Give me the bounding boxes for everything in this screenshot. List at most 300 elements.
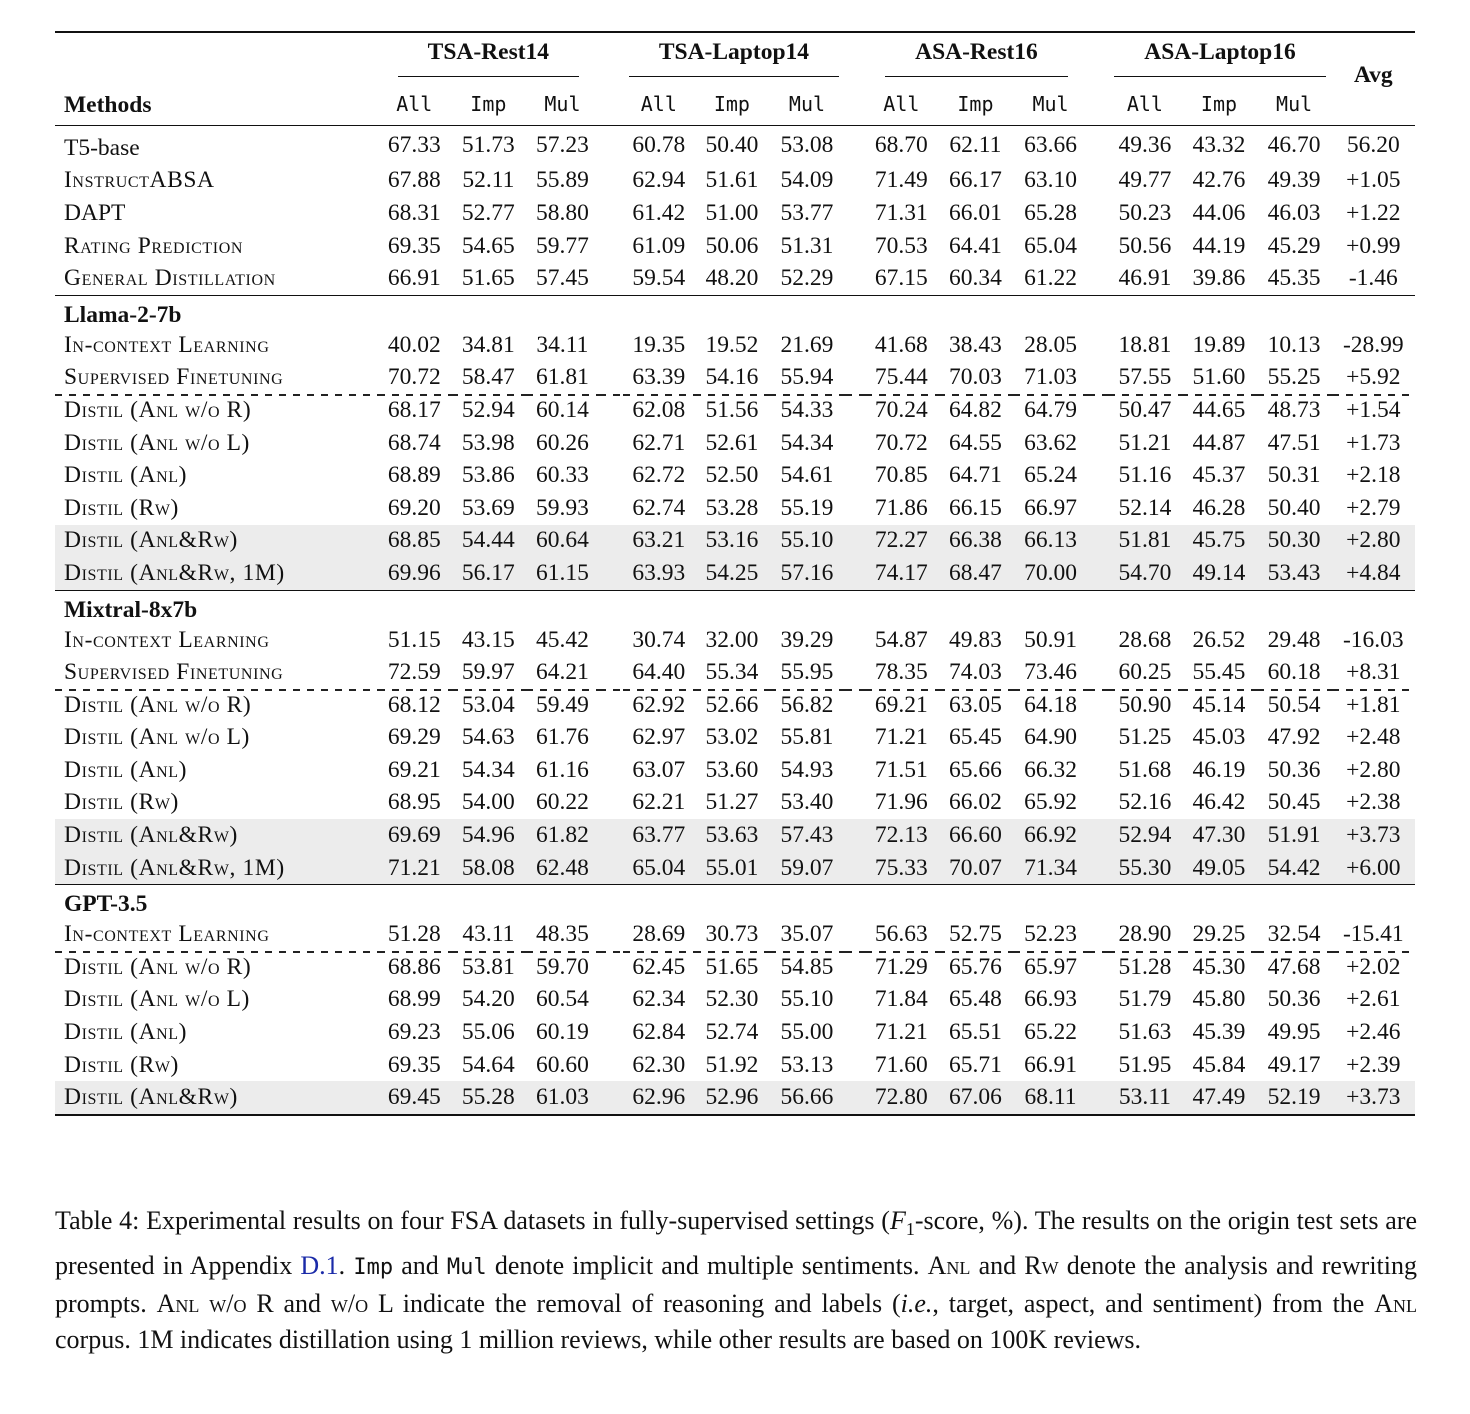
score-cell: 52.77 [461, 199, 515, 226]
score-cell: 45.30 [1181, 951, 1256, 984]
subcol-mul: Mul [1032, 92, 1069, 116]
score-cell: 53.11 [1108, 1081, 1181, 1115]
score-cell: 64.82 [938, 394, 1013, 427]
score-cell: 53.40 [780, 789, 834, 816]
avg-header: Avg [1353, 61, 1393, 88]
score-cell: 49.77 [1118, 167, 1172, 194]
score-cell: 54.34 [461, 756, 515, 783]
score-cell: 66.97 [1024, 494, 1077, 521]
method-name: T5-base [55, 126, 378, 165]
score-cell: 53.28 [705, 494, 759, 521]
score-cell: 53.81 [451, 951, 526, 984]
score-cell: 54.09 [780, 167, 834, 194]
score-cell: 44.19 [1192, 232, 1246, 259]
score-cell: 46.91 [1118, 265, 1172, 292]
score-cell: 54.65 [461, 232, 515, 259]
avg-cell: +1.73 [1346, 429, 1401, 456]
score-cell: 72.59 [387, 659, 441, 686]
method-name: Supervised Finetuning [64, 364, 284, 391]
score-cell: 55.34 [705, 659, 759, 686]
section-title: Mixtral-8x7b [55, 590, 1415, 624]
score-cell: 59.70 [526, 951, 599, 984]
score-cell: 63.66 [1013, 126, 1088, 165]
avg-cell: +2.18 [1346, 462, 1401, 489]
score-cell: 54.33 [769, 394, 844, 427]
score-cell: 68.47 [938, 557, 1013, 590]
table-row [55, 689, 1415, 722]
score-cell: 69.21 [865, 689, 938, 722]
avg-cell: +2.79 [1346, 494, 1401, 521]
score-cell: 55.10 [780, 986, 834, 1013]
score-cell: 19.35 [632, 331, 686, 358]
avg-cell: +2.80 [1332, 525, 1415, 558]
score-cell: 51.27 [705, 789, 759, 816]
score-cell: 64.79 [1013, 394, 1088, 427]
score-cell: 52.11 [462, 167, 515, 194]
score-cell: 45.42 [535, 626, 589, 653]
score-cell: 58.47 [461, 364, 515, 391]
method-name: Supervised Finetuning [64, 659, 284, 686]
score-cell: 51.63 [1118, 1019, 1172, 1046]
score-cell: 54.64 [461, 1051, 515, 1078]
method-name: Distil (Anl&Rw, 1M) [55, 852, 378, 885]
subcol-all: All [396, 92, 433, 116]
subcol-mul: Mul [544, 92, 581, 116]
appendix-link[interactable]: D.1 [300, 1250, 339, 1280]
results-table [55, 31, 1415, 1116]
score-cell: 18.81 [1118, 331, 1172, 358]
score-cell: 63.39 [632, 364, 686, 391]
section-title-row [55, 590, 1415, 624]
score-cell: 52.50 [705, 462, 759, 489]
method-name: Distil (Rw) [64, 494, 179, 521]
score-cell: 59.07 [769, 852, 844, 885]
table-row [55, 819, 1415, 852]
score-cell: 29.25 [1192, 921, 1246, 948]
score-cell: 49.39 [1267, 167, 1321, 194]
score-cell: 67.06 [938, 1081, 1013, 1115]
avg-cell: 56.20 [1332, 126, 1415, 165]
score-cell: 49.05 [1181, 852, 1256, 885]
score-cell: 50.90 [1108, 689, 1181, 722]
method-name: Distil (Anl w/o L) [64, 724, 250, 751]
score-cell: 65.04 [1024, 232, 1077, 259]
score-cell: 68.70 [865, 126, 938, 165]
score-cell: 69.69 [378, 819, 451, 852]
score-cell: 63.05 [938, 689, 1013, 722]
score-cell: 61.22 [1024, 265, 1077, 292]
score-cell: 63.07 [632, 756, 686, 783]
score-cell: 64.90 [1024, 724, 1077, 751]
score-cell: 45.37 [1192, 462, 1246, 489]
score-cell: 50.36 [1267, 986, 1321, 1013]
score-cell: 62.71 [632, 429, 686, 456]
score-cell: 62.72 [632, 462, 686, 489]
table-row [55, 362, 1415, 395]
score-cell: 54.44 [451, 525, 526, 558]
score-cell: 56.82 [769, 689, 844, 722]
avg-cell: +2.02 [1332, 951, 1415, 984]
score-cell: 59.54 [632, 265, 686, 292]
table-row [55, 459, 1415, 492]
score-cell: 52.19 [1257, 1081, 1332, 1115]
score-cell: 66.01 [949, 199, 1002, 226]
score-cell: 58.80 [535, 199, 589, 226]
score-cell: 55.28 [451, 1081, 526, 1115]
score-cell: 55.19 [780, 494, 834, 521]
score-cell: 42.76 [1192, 167, 1246, 194]
score-cell: 70.53 [874, 232, 928, 259]
score-cell: 70.07 [938, 852, 1013, 885]
score-cell: 50.23 [1118, 199, 1172, 226]
score-cell: 73.46 [1024, 659, 1077, 686]
score-cell: 54.87 [874, 626, 928, 653]
score-cell: 72.27 [865, 525, 938, 558]
score-cell: 65.51 [949, 1019, 1002, 1046]
score-cell: 55.01 [694, 852, 769, 885]
score-cell: 70.72 [387, 364, 441, 391]
score-cell: 71.60 [874, 1051, 928, 1078]
score-cell: 62.34 [632, 986, 686, 1013]
score-cell: 50.40 [694, 126, 769, 165]
score-cell: 54.00 [461, 789, 515, 816]
score-cell: 68.11 [1013, 1081, 1088, 1115]
score-cell: 45.39 [1192, 1019, 1246, 1046]
score-cell: 47.68 [1257, 951, 1332, 984]
method-name: Distil (Anl&Rw) [55, 1081, 378, 1115]
avg-cell: +2.61 [1346, 986, 1401, 1013]
score-cell: 51.60 [1192, 364, 1246, 391]
score-cell: 70.03 [949, 364, 1002, 391]
method-name: Distil (Anl w/o R) [55, 951, 378, 984]
score-cell: 51.79 [1118, 986, 1172, 1013]
score-cell: 55.89 [535, 167, 589, 194]
score-cell: 60.34 [949, 265, 1002, 292]
method-name: Rating Prediction [64, 232, 244, 259]
score-cell: 66.32 [1024, 756, 1077, 783]
score-cell: 51.65 [694, 951, 769, 984]
score-cell: 60.60 [535, 1051, 589, 1078]
score-cell: 60.33 [535, 462, 589, 489]
avg-cell: +2.80 [1346, 756, 1401, 783]
score-cell: 75.33 [865, 852, 938, 885]
score-cell: 50.06 [705, 232, 759, 259]
score-cell: 68.31 [387, 199, 441, 226]
score-cell: 69.35 [387, 232, 441, 259]
score-cell: 55.10 [769, 525, 844, 558]
score-cell: 53.63 [694, 819, 769, 852]
score-cell: 49.83 [949, 626, 1002, 653]
subcol-imp: Imp [957, 92, 994, 116]
score-cell: 56.17 [451, 557, 526, 590]
score-cell: 61.16 [535, 756, 589, 783]
score-cell: 21.69 [780, 331, 834, 358]
subcol-mul: Mul [788, 92, 826, 116]
score-cell: 67.15 [874, 265, 928, 292]
score-cell: 52.23 [1024, 921, 1077, 948]
method-name: Distil (Anl&Rw) [55, 819, 378, 852]
score-cell: 71.96 [874, 789, 928, 816]
score-cell: 52.94 [1108, 819, 1181, 852]
score-cell: 32.00 [705, 626, 759, 653]
score-cell: 59.97 [461, 659, 515, 686]
score-cell: 40.02 [387, 331, 441, 358]
score-cell: 52.74 [705, 1019, 759, 1046]
score-cell: 46.70 [1257, 126, 1332, 165]
score-cell: 53.86 [461, 462, 515, 489]
score-cell: 29.48 [1267, 626, 1321, 653]
table-row [55, 165, 1415, 198]
score-cell: 60.26 [535, 429, 589, 456]
method-name: Distil (Rw) [64, 1051, 179, 1078]
score-cell: 68.17 [378, 394, 451, 427]
avg-cell: +4.84 [1332, 557, 1415, 590]
score-cell: 53.16 [694, 525, 769, 558]
score-cell: 71.84 [874, 986, 928, 1013]
score-cell: 56.63 [874, 921, 928, 948]
score-cell: 52.16 [1118, 789, 1172, 816]
score-cell: 19.52 [705, 331, 759, 358]
table-row [55, 1049, 1415, 1082]
score-cell: 63.93 [623, 557, 694, 590]
table-row [55, 557, 1415, 590]
score-cell: 34.11 [536, 331, 589, 358]
score-cell: 48.73 [1257, 394, 1332, 427]
score-cell: 55.45 [1192, 659, 1246, 686]
score-cell: 61.03 [526, 1081, 599, 1115]
score-cell: 54.34 [780, 429, 834, 456]
score-cell: 68.85 [378, 525, 451, 558]
score-cell: 62.96 [623, 1081, 694, 1115]
score-cell: 44.65 [1181, 394, 1256, 427]
group-header-tsa-laptop14: TSA-Laptop14 [623, 31, 844, 83]
score-cell: 53.77 [780, 199, 834, 226]
score-cell: 66.91 [1024, 1051, 1077, 1078]
score-cell: 45.29 [1267, 232, 1321, 259]
method-name: In-context Learning [64, 921, 270, 948]
score-cell: 75.44 [874, 364, 928, 391]
score-cell: 71.21 [378, 852, 451, 885]
table-row [55, 230, 1415, 263]
score-cell: 69.29 [387, 724, 441, 751]
score-cell: 69.96 [378, 557, 451, 590]
score-cell: 53.02 [705, 724, 759, 751]
score-cell: 46.42 [1192, 789, 1246, 816]
score-cell: 69.35 [387, 1051, 441, 1078]
avg-cell: +0.99 [1346, 232, 1401, 259]
subcol-mul: Mul [1276, 92, 1313, 116]
score-cell: 52.61 [705, 429, 759, 456]
score-cell: 65.04 [623, 852, 694, 885]
avg-cell: -28.99 [1342, 331, 1404, 358]
score-cell: 66.92 [1013, 819, 1088, 852]
score-cell: 52.29 [780, 265, 834, 292]
score-cell: 53.08 [769, 126, 844, 165]
score-cell: 71.31 [874, 199, 928, 226]
table-row [55, 394, 1415, 427]
score-cell: 62.11 [938, 126, 1013, 165]
score-cell: 52.66 [694, 689, 769, 722]
score-cell: 65.76 [938, 951, 1013, 984]
avg-cell: +2.46 [1346, 1019, 1401, 1046]
score-cell: 70.24 [865, 394, 938, 427]
avg-cell: -15.41 [1342, 921, 1404, 948]
score-cell: 62.08 [623, 394, 694, 427]
method-name: In-context Learning [64, 626, 270, 653]
score-cell: 62.94 [632, 167, 686, 194]
method-name: InstructABSA [64, 167, 215, 194]
score-cell: 47.30 [1181, 819, 1256, 852]
score-cell: 45.80 [1192, 986, 1246, 1013]
score-cell: 55.94 [780, 364, 834, 391]
score-cell: 70.00 [1013, 557, 1088, 590]
method-name: Distil (Anl w/o L) [64, 429, 250, 456]
score-cell: 38.43 [949, 331, 1002, 358]
avg-cell: +1.81 [1332, 689, 1415, 722]
score-cell: 51.00 [705, 199, 759, 226]
section-title: GPT-3.5 [55, 885, 1415, 919]
avg-cell: +2.39 [1346, 1051, 1401, 1078]
table-row [55, 1016, 1415, 1049]
score-cell: 65.66 [949, 756, 1002, 783]
score-cell: 35.07 [780, 921, 834, 948]
score-cell: 65.45 [949, 724, 1002, 751]
score-cell: 54.63 [461, 724, 515, 751]
score-cell: 66.02 [949, 789, 1002, 816]
score-cell: 71.49 [874, 167, 928, 194]
table-row [55, 525, 1415, 558]
score-cell: 65.22 [1024, 1019, 1077, 1046]
score-cell: 49.17 [1267, 1051, 1321, 1078]
method-name: Distil (Rw) [64, 789, 179, 816]
score-cell: 52.96 [694, 1081, 769, 1115]
score-cell: 61.76 [535, 724, 589, 751]
score-cell: 57.43 [769, 819, 844, 852]
score-cell: 69.20 [387, 494, 441, 521]
score-cell: 65.71 [949, 1051, 1002, 1078]
score-cell: 53.69 [461, 494, 515, 521]
score-cell: 50.30 [1257, 525, 1332, 558]
score-cell: 65.28 [1024, 199, 1077, 226]
method-name: General Distillation [64, 265, 276, 292]
score-cell: 67.33 [378, 126, 451, 165]
table-body [55, 126, 1415, 1116]
score-cell: 71.21 [874, 724, 928, 751]
score-cell: 51.68 [1118, 756, 1172, 783]
score-cell: 51.95 [1118, 1051, 1172, 1078]
score-cell: 65.48 [949, 986, 1002, 1013]
score-cell: 71.86 [874, 494, 928, 521]
score-cell: 69.23 [387, 1019, 441, 1046]
method-name: Distil (Anl) [64, 756, 188, 783]
score-cell: 61.81 [535, 364, 589, 391]
score-cell: 60.14 [526, 394, 599, 427]
score-cell: 57.23 [526, 126, 599, 165]
score-cell: 19.89 [1192, 331, 1246, 358]
score-cell: 74.03 [949, 659, 1002, 686]
score-cell: 52.94 [451, 394, 526, 427]
method-name: Distil (Anl) [64, 462, 188, 489]
table-row [55, 329, 1415, 362]
score-cell: 48.20 [705, 265, 759, 292]
score-cell: 43.11 [462, 921, 515, 948]
score-cell: 62.21 [632, 789, 686, 816]
subcol-imp: Imp [713, 92, 750, 116]
method-name: Distil (Anl w/o L) [64, 986, 250, 1013]
score-cell: 51.92 [705, 1051, 759, 1078]
score-cell: 43.32 [1181, 126, 1256, 165]
method-name: Distil (Anl&Rw) [55, 525, 378, 558]
table-row [55, 1081, 1415, 1115]
score-cell: 50.31 [1267, 462, 1321, 489]
table-row [55, 197, 1415, 230]
score-cell: 55.06 [461, 1019, 515, 1046]
avg-cell: -16.03 [1342, 626, 1404, 653]
score-cell: 41.68 [874, 331, 928, 358]
score-cell: 60.25 [1118, 659, 1172, 686]
score-cell: 57.55 [1118, 364, 1172, 391]
score-cell: 39.29 [780, 626, 834, 653]
score-cell: 62.97 [632, 724, 686, 751]
score-cell: 52.30 [705, 986, 759, 1013]
score-cell: 74.17 [865, 557, 938, 590]
score-cell: 69.21 [387, 756, 441, 783]
score-cell: 60.78 [623, 126, 694, 165]
score-cell: 54.16 [705, 364, 759, 391]
score-cell: 64.41 [949, 232, 1002, 259]
score-cell: 45.14 [1181, 689, 1256, 722]
table-row [55, 787, 1415, 820]
score-cell: 52.75 [949, 921, 1002, 948]
method-name: Distil (Anl w/o R) [55, 689, 378, 722]
avg-cell: +3.73 [1332, 819, 1415, 852]
score-cell: 66.17 [949, 167, 1002, 194]
table-row [55, 624, 1415, 657]
score-cell: 61.82 [526, 819, 599, 852]
subcol-all: All [1126, 92, 1163, 116]
score-cell: 59.77 [535, 232, 589, 259]
score-cell: 51.56 [694, 394, 769, 427]
score-cell: 55.30 [1108, 852, 1181, 885]
table-row [55, 656, 1415, 689]
subcol-imp: Imp [1200, 92, 1238, 116]
score-cell: 71.29 [865, 951, 938, 984]
table-row [55, 984, 1415, 1017]
score-cell: 54.85 [769, 951, 844, 984]
score-cell: 66.15 [949, 494, 1002, 521]
score-cell: 30.74 [632, 626, 686, 653]
score-cell: 66.91 [387, 265, 441, 292]
score-cell: 62.74 [632, 494, 686, 521]
score-cell: 58.08 [451, 852, 526, 885]
method-name: In-context Learning [64, 331, 270, 358]
score-cell: 68.89 [387, 462, 441, 489]
header-row-groups [55, 31, 1415, 83]
score-cell: 70.72 [874, 429, 928, 456]
table-row [55, 918, 1415, 951]
score-cell: 72.80 [865, 1081, 938, 1115]
score-cell: 55.81 [780, 724, 834, 751]
score-cell: 57.16 [769, 557, 844, 590]
score-cell: 47.92 [1267, 724, 1321, 751]
table-caption: Table 4: Experimental results on four FSA datasets in fully-supervised settings ($F_1$-score, %). The results on the origin test sets are presented in Appendix D.1. Imp and Mul denote implicit and multiple sentiments. Anl and Rw denote the analysis and rewriting prompts. Anl w/o R and w/o L indicate the removal of reasoning and labels (i.e., target, aspect, and sentiment) from the Anl corpus. 1M indicates distillation using 1 million reviews, while other results are based on 100K reviews. [55, 1206, 1418, 1355]
score-cell: 49.95 [1267, 1019, 1321, 1046]
score-cell: 71.03 [1024, 364, 1077, 391]
score-cell: 50.56 [1118, 232, 1172, 259]
score-cell: 47.49 [1181, 1081, 1256, 1115]
score-cell: 51.81 [1108, 525, 1181, 558]
methods-header: Methods [64, 92, 152, 118]
